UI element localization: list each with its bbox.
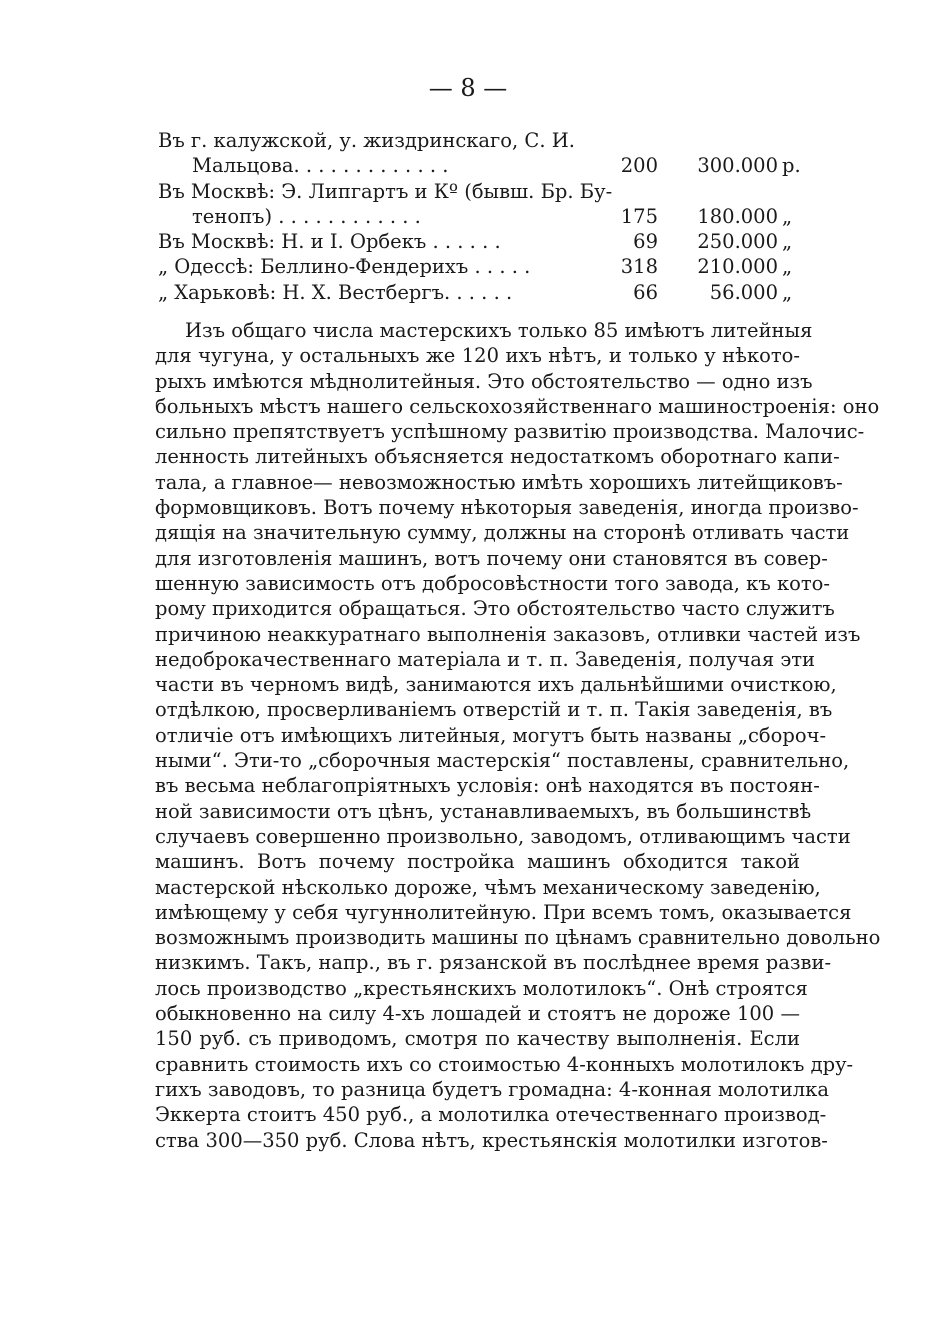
text-line: Эккерта стоитъ 450 руб., а молотилка отечественнаго производ- [155,1103,827,1127]
text-line: случаевъ совершенно произвольно, заводомъ, отливающимъ части [155,824,851,848]
row-amount: 250.000 [697,230,778,254]
text-line: ства 300—350 руб. Слова нѣтъ, крестьянскія молотилки изготов- [155,1128,828,1152]
row-unit: „ [782,230,793,254]
text-line: обыкновенно на силу 4-хъ лошадей и стоятъ не дороже 100 — [155,1002,800,1026]
row-count: 200 [620,154,658,178]
table-row [158,229,808,254]
table-row [158,128,808,153]
row-unit: „ [782,255,793,279]
row-amount: 210.000 [697,255,778,279]
text-line: сравнить стоимость ихъ со стоимостью 4-конныхъ молотилокъ дру- [155,1052,854,1076]
text-line: отличіе отъ имѣющихъ литейныя, могутъ быть названы „сбороч- [155,723,827,747]
text-line: низкимъ. Такъ, напр., въ г. рязанской въ послѣднее время разви- [155,951,832,975]
text-line: рыхъ имѣются мѣднолитейныя. Это обстоятельство — одно изъ [155,369,813,393]
table-row [158,280,808,305]
table-row [158,179,808,204]
body-paragraph [155,318,881,1153]
row-label: Въ г. калужской, у. жиздринскаго, С. И. [158,129,575,152]
text-line: рому приходится обращаться. Это обстоятельство часто служитъ [155,597,835,621]
row-unit: „ [782,204,793,228]
text-line: тала, а главное— невозможностью имѣть хорошихъ литейщиковъ- [155,470,843,494]
text-line: возможнымъ производить машины по цѣнамъ сравнительно довольно [155,926,881,950]
table-row [158,254,808,279]
row-count: 318 [620,255,658,279]
page-number: — 8 — [428,74,508,102]
row-count: 66 [633,280,658,304]
text-line: гихъ заводовъ, то разница будетъ громадна: 4-конная молотилка [155,1077,829,1101]
text-line: Изъ общаго числа мастерскихъ только 85 имѣютъ литейныя [185,319,813,342]
text-line: въ весьма неблагопріятныхъ условія: онѣ находятся въ постоян- [155,774,820,798]
text-line: имѣющему у себя чугуннолитейную. При всемъ томъ, оказывается [155,900,852,924]
row-unit: р. [782,154,801,178]
text-line: лось производство „крестьянскихъ молотилокъ“. Онѣ строятся [155,976,808,1000]
row-unit: „ [782,280,793,304]
workshop-table [158,128,808,305]
row-count: 175 [620,204,658,228]
row-amount: 180.000 [697,204,778,228]
row-label: Въ Москвѣ: Э. Липгартъ и Кº (бывш. Бр. Бу- [158,179,613,203]
text-line: причиною неаккуратнаго выполненія заказовъ, отливки частей изъ [155,622,861,646]
row-label: тенопъ) . . . . . . . . . . . . [192,204,421,228]
text-line: мастерской нѣсколько дороже, чѣмъ механическому заведенію, [155,875,821,899]
row-label: „ Одессѣ: Беллино-Фендерихъ . . . . . [158,255,531,279]
table-row [158,204,808,229]
row-label: Въ Москвѣ: Н. и I. Орбекъ . . . . . . [158,230,501,254]
text-line: недоброкачественнаго матеріала и т. п. Заведенія, получая эти [155,647,816,671]
text-line: для чугуна, у остальныхъ же 120 ихъ нѣтъ, и только у нѣкото- [155,344,800,368]
text-line: дящія на значительную сумму, должны на сторонѣ отливать части [155,521,850,545]
text-line: формовщиковъ. Вотъ почему нѣкоторыя заведенія, иногда произво- [155,496,859,520]
text-line: больныхъ мѣстъ нашего сельскохозяйственнаго машиностроенія: оно [155,394,880,418]
text-line: сильно препятствуетъ успѣшному развитію производства. Малочис- [155,420,865,444]
text-line: части въ черномъ видѣ, занимаются ихъ дальнѣйшими очисткою, [155,673,837,697]
text-line: ными“. Эти-то „сборочныя мастерскія“ поставлены, сравнительно, [155,749,850,773]
text-line: машинъ. Вотъ почему постройка машинъ обходится такой [155,850,800,874]
row-amount: 300.000 [697,154,778,178]
text-line: 150 руб. съ приводомъ, смотря по качеству выполненія. Если [155,1027,800,1051]
row-count: 69 [633,230,658,254]
text-line: для изготовленія машинъ, вотъ почему они становятся въ совер- [155,546,828,570]
text-line: отдѣлкою, просверливаніемъ отверстій и т. п. Такія заведенія, въ [155,698,833,722]
row-amount: 56.000 [709,280,778,304]
table-row [158,153,808,178]
text-line: ной зависимости отъ цѣнъ, устанавливаемыхъ, въ большинствѣ [155,799,812,823]
text-line: ленность литейныхъ объясняется недостаткомъ оборотнаго капи- [155,445,840,469]
text-line: шенную зависимость отъ добросовѣстности того завода, къ кото- [155,571,831,595]
row-label: „ Харьковѣ: Н. Х. Вестбергъ. . . . . . [158,280,513,304]
row-label: Мальцова. . . . . . . . . . . . . [192,154,449,178]
